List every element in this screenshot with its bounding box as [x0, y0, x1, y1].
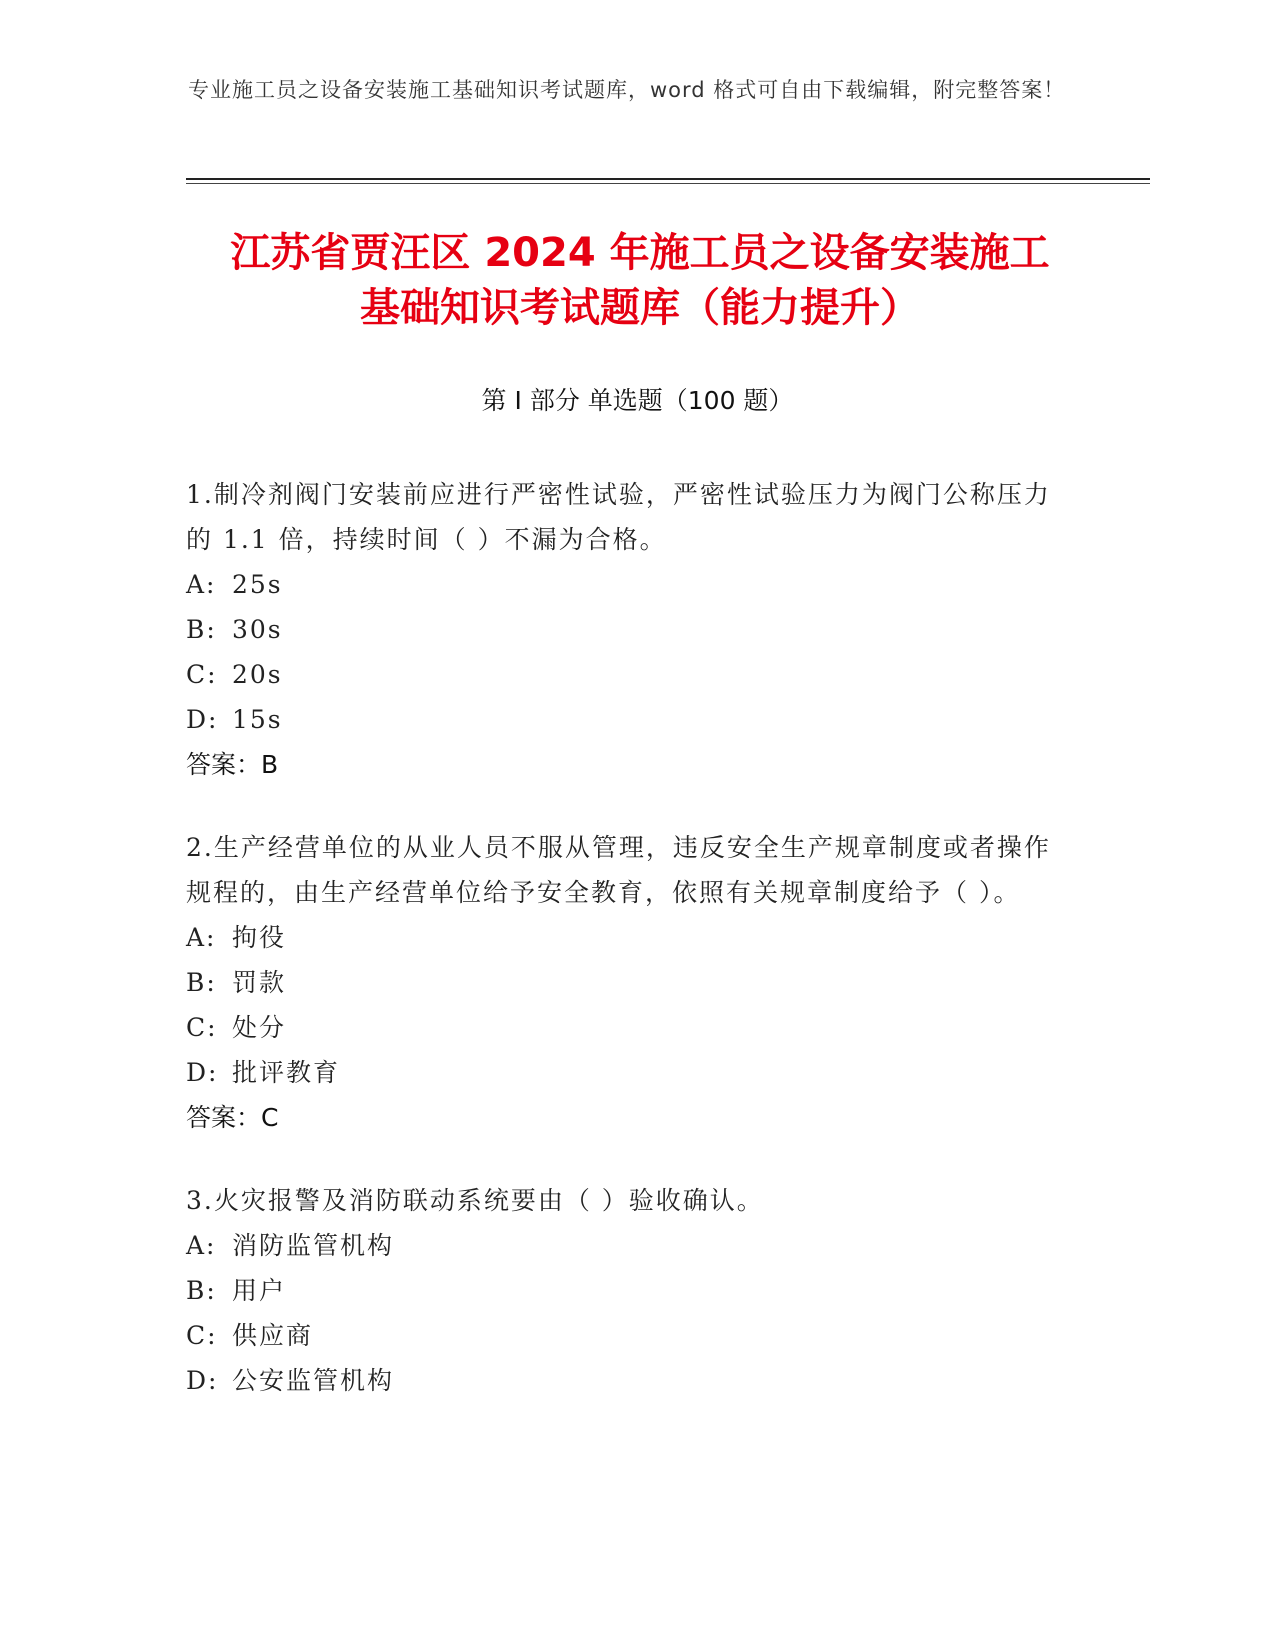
- option-text: 处分: [232, 1013, 287, 1042]
- option-text: 拘役: [232, 923, 287, 952]
- question-3: [186, 1178, 1066, 1403]
- header-rule-thin: [186, 183, 1150, 184]
- option-d: [186, 1358, 1066, 1403]
- option-text: 公安监管机构: [232, 1366, 395, 1395]
- option-c: [186, 652, 1066, 697]
- option-text: 用户: [232, 1276, 287, 1305]
- header-note: 专业施工员之设备安装施工基础知识考试题库，word 格式可自由下载编辑，附完整答案！: [188, 78, 1066, 102]
- option-text: 30s: [232, 615, 283, 644]
- question-stem: 1.制冷剂阀门安装前应进行严密性试验，严密性试验压力为阀门公称压力的 1.1 倍，持续时间（ ）不漏为合格。: [186, 480, 1051, 554]
- question-2: [186, 825, 1066, 1140]
- option-c: [186, 1313, 1066, 1358]
- option-text: 批评教育: [232, 1058, 341, 1087]
- option-letter: D:: [186, 1058, 219, 1087]
- option-text: 15s: [232, 705, 283, 734]
- option-b: [186, 607, 1066, 652]
- question-list: [186, 472, 1066, 1441]
- option-d: [186, 1050, 1066, 1095]
- option-text: 消防监管机构: [232, 1231, 395, 1260]
- option-b: [186, 1268, 1066, 1313]
- question-1: [186, 472, 1066, 787]
- document-title: [150, 226, 1130, 336]
- option-d: [186, 697, 1066, 742]
- option-text: 供应商: [232, 1321, 314, 1350]
- option-a: [186, 562, 1066, 607]
- option-letter: C:: [186, 660, 218, 689]
- option-text: 20s: [232, 660, 283, 689]
- option-b: [186, 960, 1066, 1005]
- option-letter: A:: [186, 570, 217, 599]
- answer-line: 答案：B: [186, 750, 279, 779]
- option-a: [186, 915, 1066, 960]
- question-stem: 3.火灾报警及消防联动系统要由（ ）验收确认。: [186, 1186, 764, 1215]
- option-letter: C:: [186, 1321, 218, 1350]
- option-letter: D:: [186, 1366, 219, 1395]
- option-letter: A:: [186, 923, 217, 952]
- question-stem: 2.生产经营单位的从业人员不服从管理，违反安全生产规章制度或者操作规程的，由生产经营单位给予安全教育，依照有关规章制度给予（ ）。: [186, 833, 1051, 907]
- document-title-line1: 江苏省贾汪区 2024 年施工员之设备安装施工: [230, 230, 1050, 276]
- option-letter: A:: [186, 1231, 217, 1260]
- option-c: [186, 1005, 1066, 1050]
- option-letter: B:: [186, 615, 217, 644]
- option-letter: B:: [186, 1276, 217, 1305]
- option-letter: C:: [186, 1013, 218, 1042]
- header-rule-thick: [186, 178, 1150, 180]
- section-heading: 第 I 部分 单选题（100 题）: [481, 386, 794, 415]
- option-letter: B:: [186, 968, 217, 997]
- answer-line: 答案：C: [186, 1103, 279, 1132]
- option-a: [186, 1223, 1066, 1268]
- option-text: 25s: [232, 570, 283, 599]
- option-letter: D:: [186, 705, 219, 734]
- document-title-line2: 基础知识考试题库（能力提升）: [360, 285, 920, 331]
- option-text: 罚款: [232, 968, 287, 997]
